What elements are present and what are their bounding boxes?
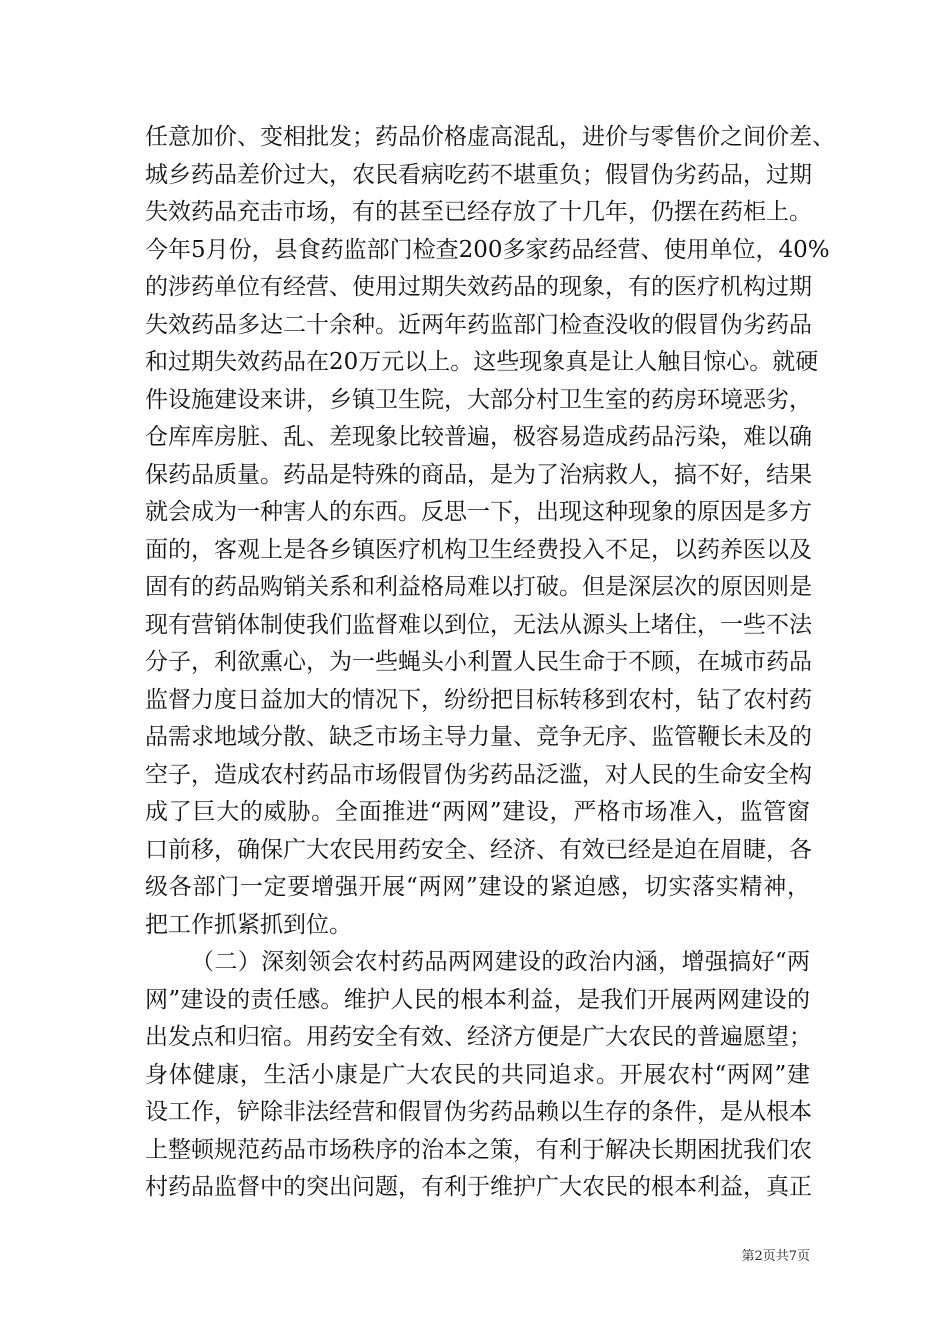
text-line: 设工作，铲除非法经营和假冒伪劣药品赖以生存的条件，是从根本	[145, 1099, 812, 1125]
text-line: 身体健康，生活小康是广大农民的共同追求。开展农村“两网”建	[145, 1061, 810, 1088]
text-line: 口前移，确保广大农民用药安全、经济、有效已经是迫在眉睫，各	[145, 836, 812, 863]
text-line: 失效药品多达二十余种。近两年药监部门检查没收的假冒伪劣药品	[145, 311, 812, 338]
text-line: 级各部门一定要增强开展“两网”建设的紧迫感，切实落实精神，	[145, 874, 810, 900]
text-line: 网”建设的责任感。维护人民的根本利益，是我们开展两网建设的	[145, 986, 810, 1013]
text-line: 面的，客观上是各乡镇医疗机构卫生经费投入不足，以药养医以及	[145, 536, 812, 563]
text-line: 村药品监督中的突出问题，有利于维护广大农民的根本利益，真正	[145, 1174, 812, 1200]
text-line: 失效药品充击市场，有的甚至已经存放了十几年，仍摆在药柜上。	[145, 199, 812, 225]
text-line: 城乡药品差价过大，农民看病吃药不堪重负；假冒伪劣药品，过期	[145, 161, 812, 188]
text-line: 件设施建设来讲，乡镇卫生院，大部分村卫生室的药房环境恶劣，	[145, 386, 812, 413]
text-line: 把工作抓紧抓到位。	[145, 911, 352, 938]
text-line: 的涉药单位有经营、使用过期失效药品的现象，有的医疗机构过期	[145, 274, 812, 300]
text-line: 监督力度日益加大的情况下，纷纷把目标转移到农村，钻了农村药	[145, 686, 812, 713]
text-line: 和过期失效药品在20万元以上。这些现象真是让人触目惊心。就硬	[145, 349, 819, 375]
text-line: 品需求地域分散、缺乏市场主导力量、竞争无序、监管鞭长未及的	[145, 724, 812, 750]
text-line: （二）深刻领会农村药品两网建设的政治内涵，增强搞好“两	[191, 949, 810, 975]
paragraph-1	[145, 119, 835, 944]
text-line: 任意加价、变相批发；药品价格虚高混乱，进价与零售价之间价差、	[145, 124, 835, 150]
text-line: 仓库库房脏、乱、差现象比较普遍，极容易造成药品污染，难以确	[145, 424, 812, 450]
paragraph-2	[145, 944, 810, 1207]
text-line: 固有的药品购销关系和利益格局难以打破。但是深层次的原因则是	[145, 574, 812, 600]
text-line: 出发点和归宿。用药安全有效、经济方便是广大农民的普遍愿望；	[145, 1024, 812, 1050]
text-line: 分子，利欲熏心，为一些蝇头小利置人民生命于不顾，在城市药品	[145, 649, 812, 675]
text-line: 成了巨大的威胁。全面推进“两网”建设，严格市场准入，监管窗	[145, 799, 810, 825]
text-line: 上整顿规范药品市场秩序的治本之策，有利于解决长期困扰我们农	[145, 1136, 812, 1163]
text-line: 现有营销体制使我们监督难以到位，无法从源头上堵住，一些不法	[145, 611, 812, 638]
text-line: 今年5月份，县食药监部门检查200多家药品经营、使用单位，40%	[145, 236, 830, 263]
text-line: 空子，造成农村药品市场假冒伪劣药品泛滥，对人民的生命安全构	[145, 761, 812, 788]
text-line: 保药品质量。药品是特殊的商品，是为了治病救人，搞不好，结果	[145, 461, 812, 488]
text-line: 就会成为一种害人的东西。反思一下，出现这种现象的原因是多方	[145, 499, 812, 525]
document-body	[145, 119, 835, 1207]
page-number-footer: 第2页共7页	[741, 1249, 810, 1264]
